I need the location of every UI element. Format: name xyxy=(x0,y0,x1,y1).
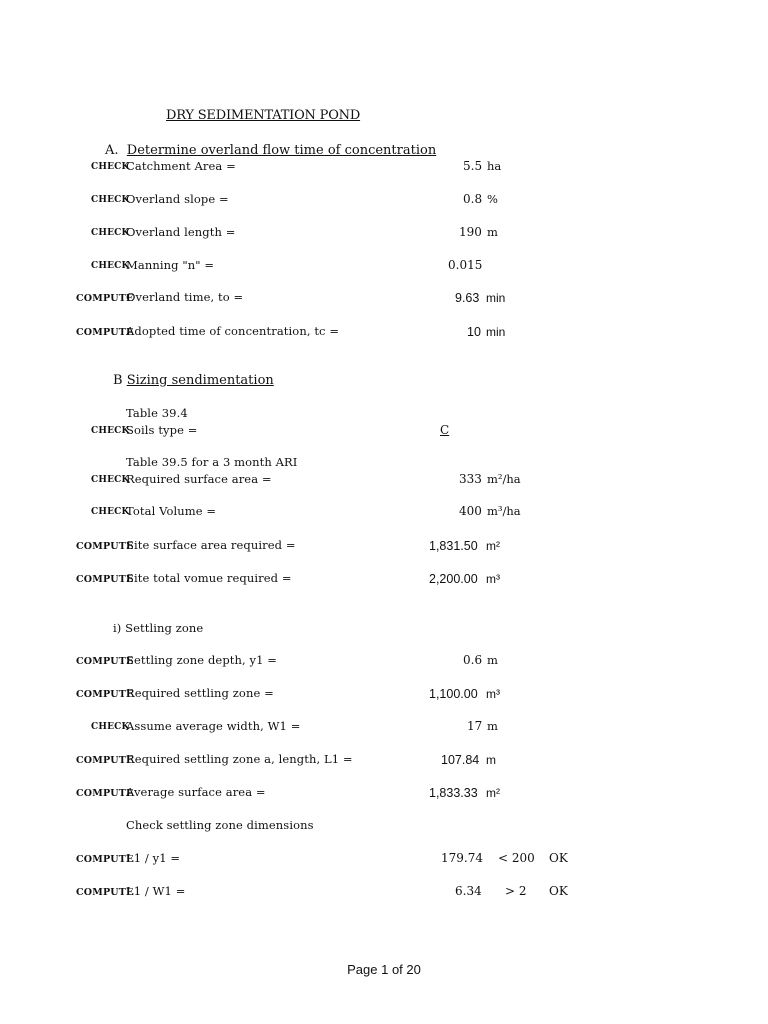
compute-tag: COMPUTE xyxy=(76,327,134,338)
soils-type-label: Soils type = xyxy=(126,423,198,437)
required-surface-label: Required surface area = xyxy=(126,472,272,486)
site-surface-unit: m² xyxy=(486,539,500,553)
section-b-heading xyxy=(113,373,274,388)
section-b-title: Sizing sendimentation xyxy=(126,373,274,388)
overland-length-value: 190 xyxy=(459,225,482,239)
check-tag: CHECK xyxy=(91,722,130,732)
compute-tag: COMPUTE xyxy=(76,574,134,585)
compute-tag: COMPUTE xyxy=(76,541,134,552)
average-width-label: Assume average width, W1 = xyxy=(126,719,301,733)
check-tag: CHECK xyxy=(91,228,130,238)
overland-length-unit: m xyxy=(487,225,498,239)
settling-zone-heading: i) Settling zone xyxy=(113,621,204,635)
average-surface-label: Average surface area = xyxy=(126,785,266,799)
site-volume-unit: m³ xyxy=(486,572,500,586)
required-settling-value: 1,100.00 xyxy=(429,687,478,701)
section-b-marker: B xyxy=(113,373,123,388)
table-39-5-label: Table 39.5 for a 3 month ARI xyxy=(126,455,298,469)
average-surface-unit: m² xyxy=(486,786,500,800)
overland-slope-unit: % xyxy=(487,192,498,206)
total-volume-label: Total Volume = xyxy=(126,504,217,518)
l1-y1-label: L1 / y1 = xyxy=(126,851,181,865)
overland-slope-value: 0.8 xyxy=(463,192,483,206)
catchment-area-value: 5.5 xyxy=(463,159,483,173)
catchment-area-unit: ha xyxy=(487,159,502,173)
check-tag: CHECK xyxy=(91,162,130,172)
compute-tag: COMPUTE xyxy=(76,755,134,766)
check-dimensions-label: Check settling zone dimensions xyxy=(126,818,314,832)
check-tag: CHECK xyxy=(91,475,130,485)
check-tag: CHECK xyxy=(91,195,130,205)
check-tag: CHECK xyxy=(91,426,130,436)
page-footer: Page 1 of 20 xyxy=(347,962,421,977)
settling-depth-label: Settling zone depth, y1 = xyxy=(126,653,278,667)
l1-w1-criterion: > 2 xyxy=(505,884,527,898)
average-width-value: 17 xyxy=(467,719,483,733)
l1-w1-value: 6.34 xyxy=(455,884,482,898)
settling-depth-unit: m xyxy=(487,653,498,667)
l1-y1-criterion: < 200 xyxy=(498,851,535,865)
compute-tag: COMPUTE xyxy=(76,689,134,700)
adopted-tc-value: 10 xyxy=(467,325,481,339)
site-volume-label: Site total vomue required = xyxy=(126,571,292,585)
overland-time-value: 9.63 xyxy=(455,291,480,305)
site-volume-value: 2,200.00 xyxy=(429,572,478,586)
average-surface-value: 1,833.33 xyxy=(429,786,478,800)
catchment-area-label: Catchment Area = xyxy=(126,159,236,173)
compute-tag: COMPUTE xyxy=(76,293,134,304)
l1-w1-result: OK xyxy=(549,884,568,898)
total-volume-value: 400 xyxy=(459,504,482,518)
adopted-tc-unit: min xyxy=(486,325,506,339)
total-volume-unit: m³/ha xyxy=(487,504,521,518)
compute-tag: COMPUTE xyxy=(76,656,134,667)
overland-time-unit: min xyxy=(486,291,506,305)
compute-tag: COMPUTE xyxy=(76,854,134,865)
required-length-unit: m xyxy=(486,753,496,767)
site-surface-value: 1,831.50 xyxy=(429,539,478,553)
manning-value: 0.015 xyxy=(448,258,483,272)
manning-label: Manning "n" = xyxy=(126,258,215,272)
document-title: DRY SEDIMENTATION POND xyxy=(166,108,361,123)
adopted-tc-label: Adopted time of concentration, tc = xyxy=(126,324,340,338)
overland-length-label: Overland length = xyxy=(126,225,236,239)
check-tag: CHECK xyxy=(91,507,130,517)
required-length-value: 107.84 xyxy=(441,753,480,767)
compute-tag: COMPUTE xyxy=(76,887,134,898)
section-a-marker: A. xyxy=(105,143,119,158)
required-surface-unit: m²/ha xyxy=(487,472,521,486)
compute-tag: COMPUTE xyxy=(76,788,134,799)
settling-depth-value: 0.6 xyxy=(463,653,483,667)
check-tag: CHECK xyxy=(91,261,130,271)
average-width-unit: m xyxy=(487,719,498,733)
overland-time-label: Overland time, to = xyxy=(126,290,244,304)
required-settling-unit: m³ xyxy=(486,687,500,701)
overland-slope-label: Overland slope = xyxy=(126,192,229,206)
l1-y1-result: OK xyxy=(549,851,568,865)
table-39-4-label: Table 39.4 xyxy=(126,406,188,420)
required-settling-label: Required settling zone = xyxy=(126,686,274,700)
section-a-heading xyxy=(105,143,436,158)
l1-w1-label: L1 / W1 = xyxy=(126,884,186,898)
soils-type-value: C xyxy=(440,423,450,437)
l1-y1-value: 179.74 xyxy=(441,851,483,865)
site-surface-label: Site surface area required = xyxy=(126,538,296,552)
section-a-title: Determine overland flow time of concentration xyxy=(126,143,437,158)
required-length-label: Required settling zone a, length, L1 = xyxy=(126,752,353,766)
required-surface-value: 333 xyxy=(459,472,482,486)
